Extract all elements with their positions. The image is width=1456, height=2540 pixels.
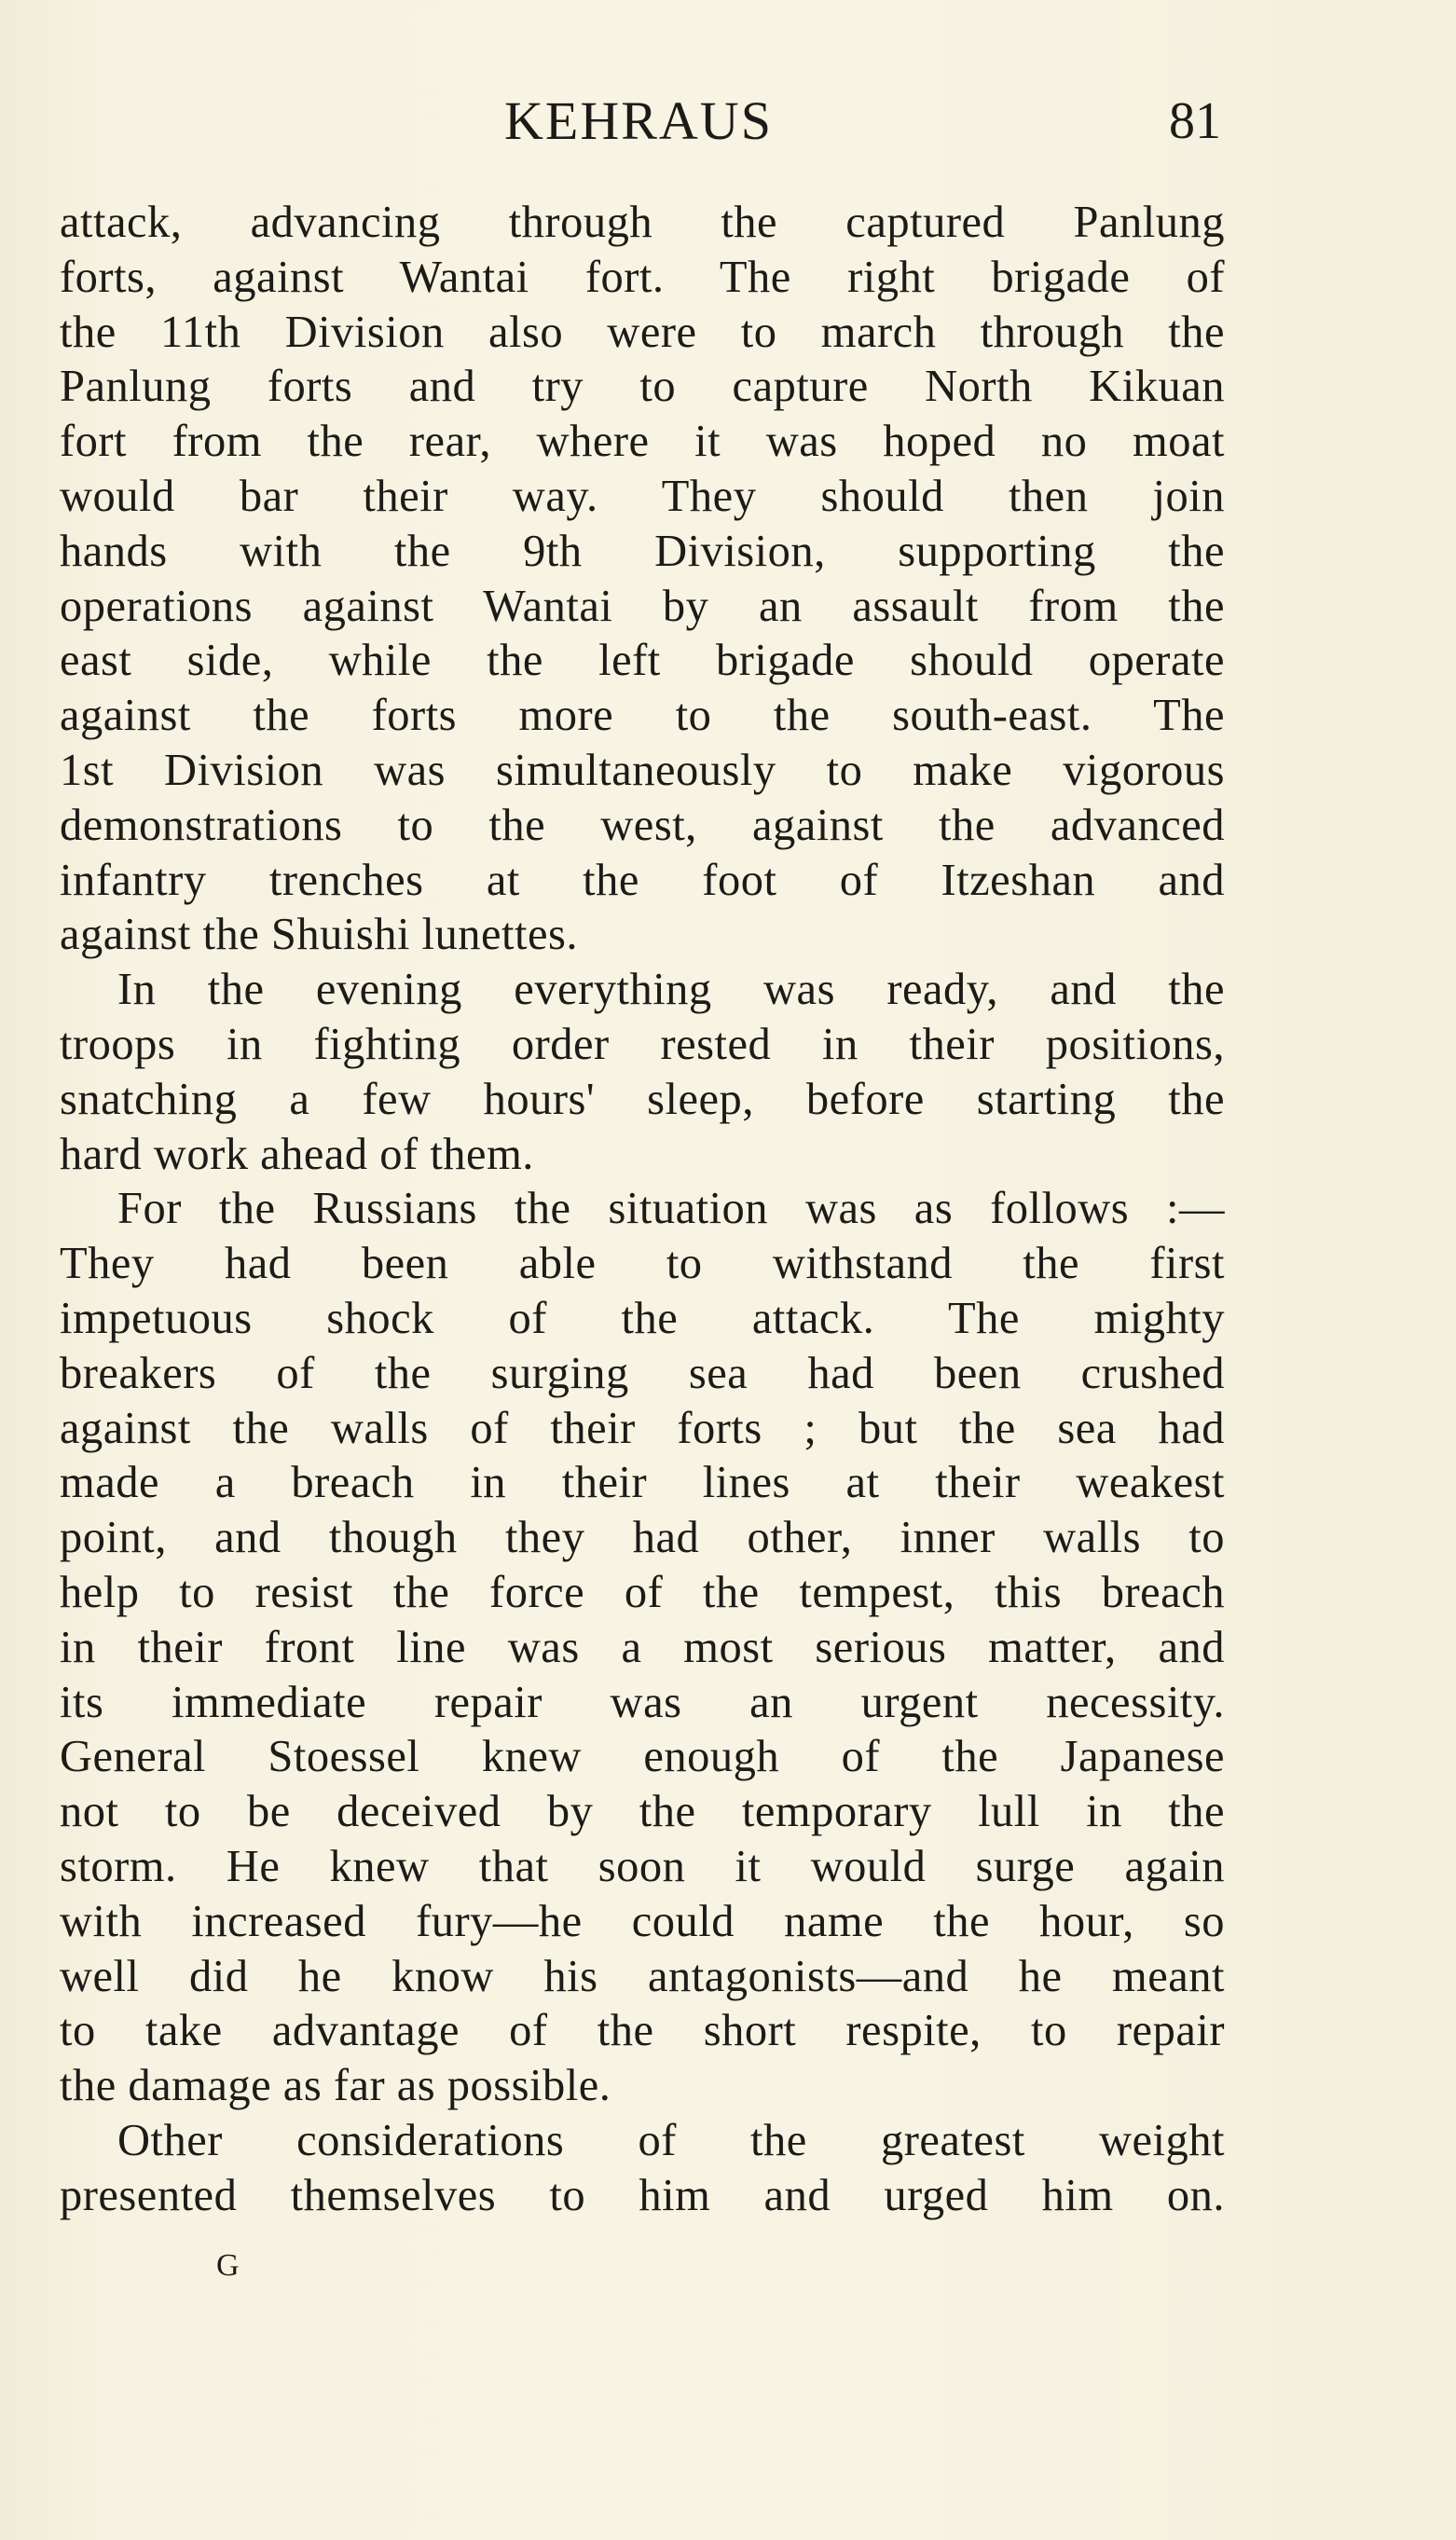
text-line: attack, advancing through the captured Panlung	[60, 198, 1225, 247]
text-line: storm. He knew that soon it would surge again	[60, 1841, 1225, 1891]
text-line: help to resist the force of the tempest, this breach	[60, 1567, 1225, 1617]
text-line: General Stoessel knew enough of the Japanese	[60, 1732, 1225, 1782]
signature-mark: G	[216, 2248, 240, 2283]
text-line: operations against Wantai by an assault from the	[60, 581, 1225, 631]
page-header	[56, 84, 1221, 158]
text-line: in their front line was a most serious matter, and	[60, 1622, 1225, 1672]
text-line: well did he know his antagonists—and he meant	[60, 1951, 1225, 2001]
text-line: to take advantage of the short respite, to repair	[60, 2006, 1225, 2056]
text-line: would bar their way. They should then join	[60, 471, 1225, 521]
text-line: its immediate repair was an urgent necessity.	[60, 1677, 1225, 1727]
text-line: For the Russians the situation was as follows :—	[117, 1184, 1225, 1234]
text-line: hard work ahead of them.	[60, 1129, 534, 1179]
text-line: point, and though they had other, inner walls to	[60, 1513, 1225, 1563]
text-line: presented themselves to him and urged him on.	[60, 2170, 1225, 2220]
text-line: against the walls of their forts ; but the sea had	[60, 1403, 1225, 1453]
text-line: snatching a few hours' sleep, before starting the	[60, 1074, 1225, 1124]
page-number: 81	[1169, 92, 1221, 150]
running-head: KEHRAUS	[504, 90, 773, 151]
text-line: against the Shuishi lunettes.	[60, 910, 579, 960]
text-line: with increased fury—he could name the hour, so	[60, 1896, 1225, 1946]
text-line: impetuous shock of the attack. The mighty	[60, 1293, 1225, 1343]
text-line: infantry trenches at the foot of Itzeshan and	[60, 855, 1225, 905]
body-text	[60, 196, 1225, 2223]
text-line: 1st Division was simultaneously to make vigorous	[60, 745, 1225, 795]
text-line: Other considerations of the greatest weight	[117, 2115, 1225, 2165]
text-line: forts, against Wantai fort. The right brigade of	[60, 252, 1225, 302]
text-line: fort from the rear, where it was hoped no moat	[60, 417, 1225, 467]
text-line: demonstrations to the west, against the advanced	[60, 800, 1225, 850]
text-line: not to be deceived by the temporary lull in the	[60, 1787, 1225, 1837]
text-line: They had been able to withstand the first	[60, 1239, 1225, 1289]
text-line: east side, while the left brigade should operate	[60, 636, 1225, 686]
text-line: made a breach in their lines at their weakest	[60, 1458, 1225, 1508]
text-line: the 11th Division also were to march through the	[60, 307, 1225, 357]
text-line: In the evening everything was ready, and the	[117, 965, 1225, 1015]
text-line: the damage as far as possible.	[60, 2061, 611, 2111]
text-line: troops in fighting order rested in their positions,	[60, 1019, 1225, 1069]
text-line: Panlung forts and try to capture North Kikuan	[60, 362, 1225, 412]
text-line: breakers of the surging sea had been crushed	[60, 1348, 1225, 1398]
text-line: against the forts more to the south-east. The	[60, 691, 1225, 741]
text-line: hands with the 9th Division, supporting the	[60, 526, 1225, 576]
